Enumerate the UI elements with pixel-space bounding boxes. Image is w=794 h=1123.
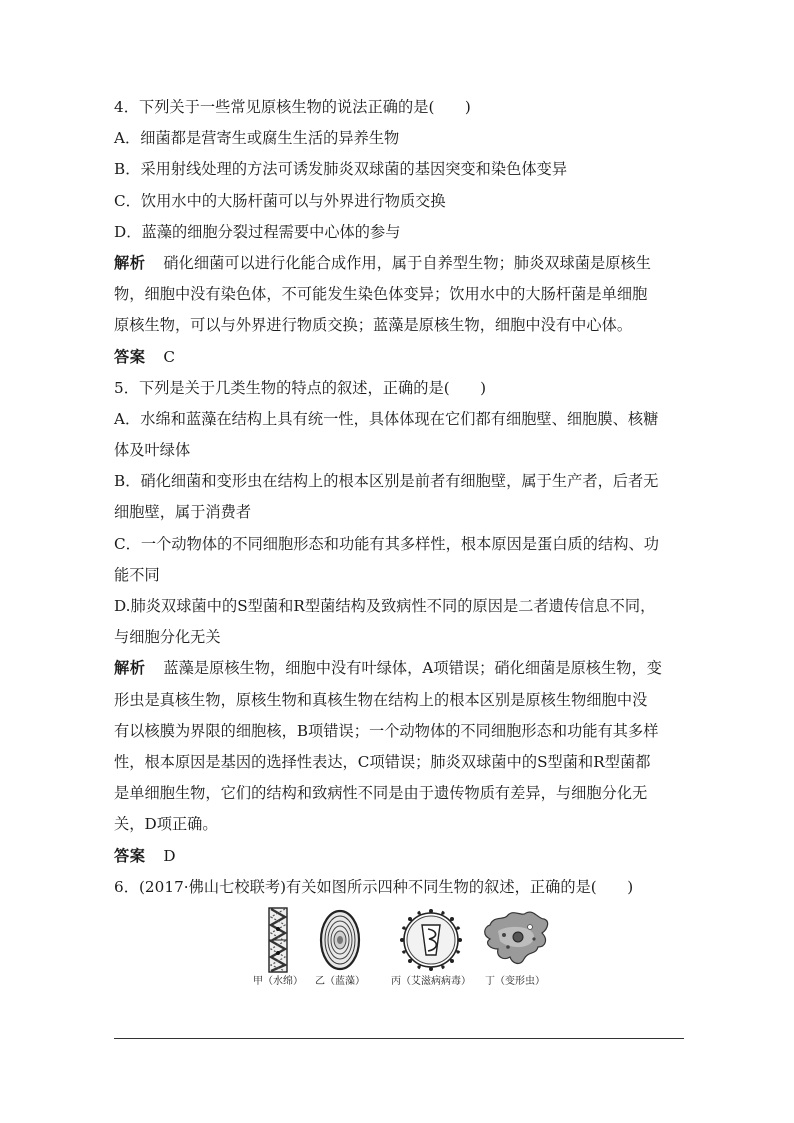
q4-answer-value: C bbox=[163, 347, 176, 366]
q4-option-b: B．采用射线处理的方法可诱发肺炎双球菌的基因突变和染色体变异 bbox=[114, 160, 568, 179]
q5-option-b-1: B．硝化细菌和变形虫在结构上的根本区别是前者有细胞壁，属于生产者，后者无 bbox=[114, 472, 659, 491]
q4-analysis-line-1: 解析 硝化细菌可以进行化能合成作用，属于自养型生物；肺炎双球菌是原核生 bbox=[114, 253, 651, 272]
figure-hiv bbox=[386, 907, 476, 989]
q5-analysis-line-1: 解析 蓝藻是原核生物，细胞中没有叶绿体，A项错误；硝化细菌是原核生物，变 bbox=[114, 659, 662, 678]
q5-analysis-line-2: 形虫是真核生物，原核生物和真核生物在结构上的根本区别是原核生物细胞中没 bbox=[114, 690, 648, 709]
amoeba-illustration bbox=[478, 907, 552, 973]
q4-answer bbox=[114, 342, 684, 373]
q5-answer-label: 答案 bbox=[114, 846, 146, 865]
spirogyra-illustration bbox=[263, 907, 293, 973]
figure-cyanobacteria bbox=[310, 907, 370, 989]
document-page bbox=[114, 92, 684, 1005]
q4-answer-label: 答案 bbox=[114, 347, 146, 366]
cyanobacteria-illustration bbox=[318, 907, 362, 973]
q5-analysis-line-5: 是单细胞生物，它们的结构和致病性不同是由于遗传物质有差异，与细胞分化无 bbox=[114, 784, 648, 803]
caption-hiv: 丙（艾滋病病毒） bbox=[391, 975, 471, 987]
q4-analysis-line-3: 原核生物，可以与外界进行物质交换；蓝藻是原核生物，细胞中没有中心体。 bbox=[114, 316, 633, 335]
q4-analysis-label: 解析 bbox=[114, 253, 146, 272]
q6-stem: 6．(2017·佛山七校联考)有关如图所示四种不同生物的叙述，正确的是( ) bbox=[114, 877, 634, 896]
q4-stem: 4．下列关于一些常见原核生物的说法正确的是( ) bbox=[114, 98, 471, 116]
q5-option-c-2: 能不同 bbox=[114, 565, 160, 584]
hiv-illustration bbox=[398, 907, 464, 973]
q5-option-a-2: 体及叶绿体 bbox=[114, 441, 191, 460]
figure-amoeba bbox=[474, 907, 556, 989]
q4-option-a: A．细菌都是营寄生或腐生生活的异养生物 bbox=[114, 129, 400, 148]
caption-cyanobacteria: 乙（蓝藻） bbox=[315, 975, 365, 987]
q5-analysis-line-3: 有以核膜为界限的细胞核，B项错误；一个动物体的不同细胞形态和功能有其多样 bbox=[114, 721, 659, 740]
q5-stem: 5．下列是关于几类生物的特点的叙述，正确的是( ) bbox=[114, 378, 487, 397]
q6-figure bbox=[114, 907, 684, 1005]
q4-option-d: D．蓝藻的细胞分裂过程需要中心体的参与 bbox=[114, 222, 401, 241]
caption-spirogyra: 甲（水绵） bbox=[253, 975, 303, 987]
q4-option-c: C．饮用水中的大肠杆菌可以与外界进行物质交换 bbox=[114, 191, 446, 210]
q5-option-c-1: C．一个动物体的不同细胞形态和功能有其多样性，根本原因是蛋白质的结构、功 bbox=[114, 534, 659, 553]
q5-option-a-1: A．水绵和蓝藻在结构上具有统一性，具体体现在它们都有细胞壁、细胞膜、核糖 bbox=[114, 409, 659, 428]
figure-spirogyra bbox=[252, 907, 304, 989]
footer-rule bbox=[114, 1038, 684, 1039]
q5-option-b-2: 细胞壁，属于消费者 bbox=[114, 503, 252, 522]
caption-amoeba: 丁（变形虫） bbox=[485, 975, 545, 987]
q5-option-d-1: D.肺炎双球菌中的S型菌和R型菌结构及致病性不同的原因是二者遗传信息不同， bbox=[114, 597, 656, 615]
q5-answer bbox=[114, 841, 684, 872]
q4-analysis-line-2: 物，细胞中没有染色体，不可能发生染色体变异；饮用水中的大肠杆菌是单细胞 bbox=[114, 285, 648, 304]
q5-answer-value: D bbox=[163, 846, 176, 865]
q5-analysis-label: 解析 bbox=[114, 659, 146, 678]
q5-option-d-2: 与细胞分化无关 bbox=[114, 628, 221, 647]
q5-analysis-line-6: 关，D项正确。 bbox=[114, 815, 218, 834]
q5-analysis-line-4: 性，根本原因是基因的选择性表达，C项错误；肺炎双球菌中的S型菌和R型菌都 bbox=[114, 752, 651, 771]
